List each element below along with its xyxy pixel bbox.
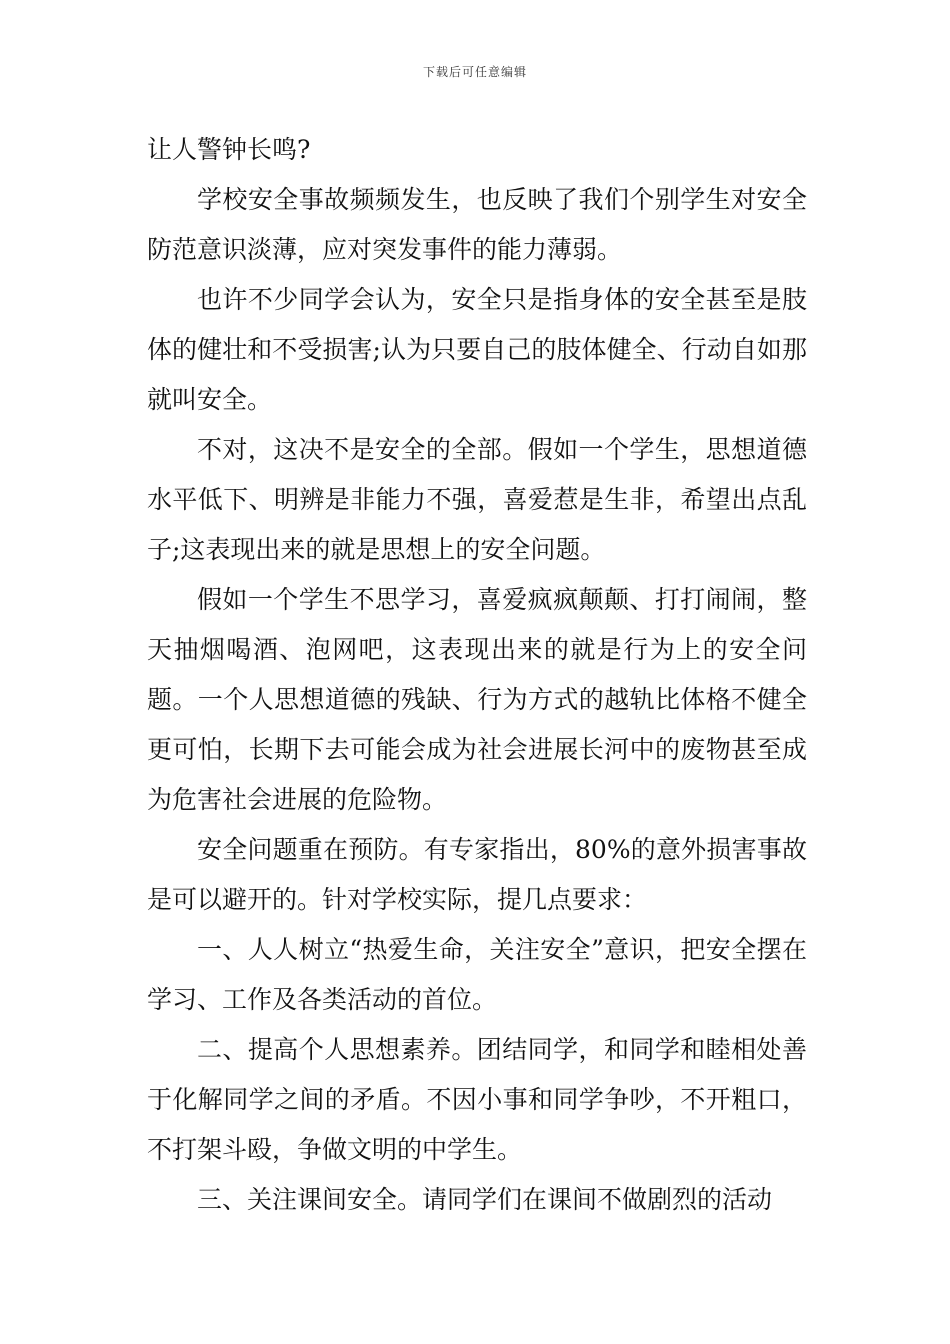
paragraph-2: 学校安全事故频频发生，也反映了我们个别学生对安全防范意识淡薄，应对突发事件的能力薄弱。 — [147, 185, 807, 264]
paragraph-1: 让人警钟长鸣? — [147, 135, 311, 164]
paragraph-9: 三、关注课间安全。请同学们在课间不做剧烈的活动 — [197, 1185, 773, 1214]
paragraph-6: 安全问题重在预防。有专家指出，80%的意外损害事故是可以避开的。针对学校实际，提几点要求： — [147, 835, 807, 914]
document-body — [147, 125, 807, 1225]
paragraph-7: 一、人人树立“热爱生命，关注安全”意识，把安全摆在学习、工作及各类活动的首位。 — [147, 935, 807, 1014]
paragraph-8: 二、提高个人思想素养。团结同学，和同学和睦相处善于化解同学之间的矛盾。不因小事和同学争吵，不开粗口，不打架斗殴，争做文明的中学生。 — [147, 1035, 807, 1164]
paragraph-5: 假如一个学生不思学习，喜爱疯疯颠颠、打打闹闹，整天抽烟喝酒、泡网吧，这表现出来的就是行为上的安全问题。一个人思想道德的残缺、行为方式的越轨比体格不健全更可怕，长期下去可能会成为社会进展长河中的废物甚至成为危害社会进展的危险物。 — [147, 585, 807, 814]
paragraph-3: 也许不少同学会认为，安全只是指身体的安全甚至是肢体的健壮和不受损害;认为只要自己的肢体健全、行动自如那就叫安全。 — [147, 285, 807, 414]
paragraph-4: 不对，这决不是安全的全部。假如一个学生，思想道德水平低下、明辨是非能力不强，喜爱惹是生非，希望出点乱子;这表现出来的就是思想上的安全问题。 — [147, 435, 807, 564]
page-header: 下载后可任意编辑 — [422, 65, 527, 79]
